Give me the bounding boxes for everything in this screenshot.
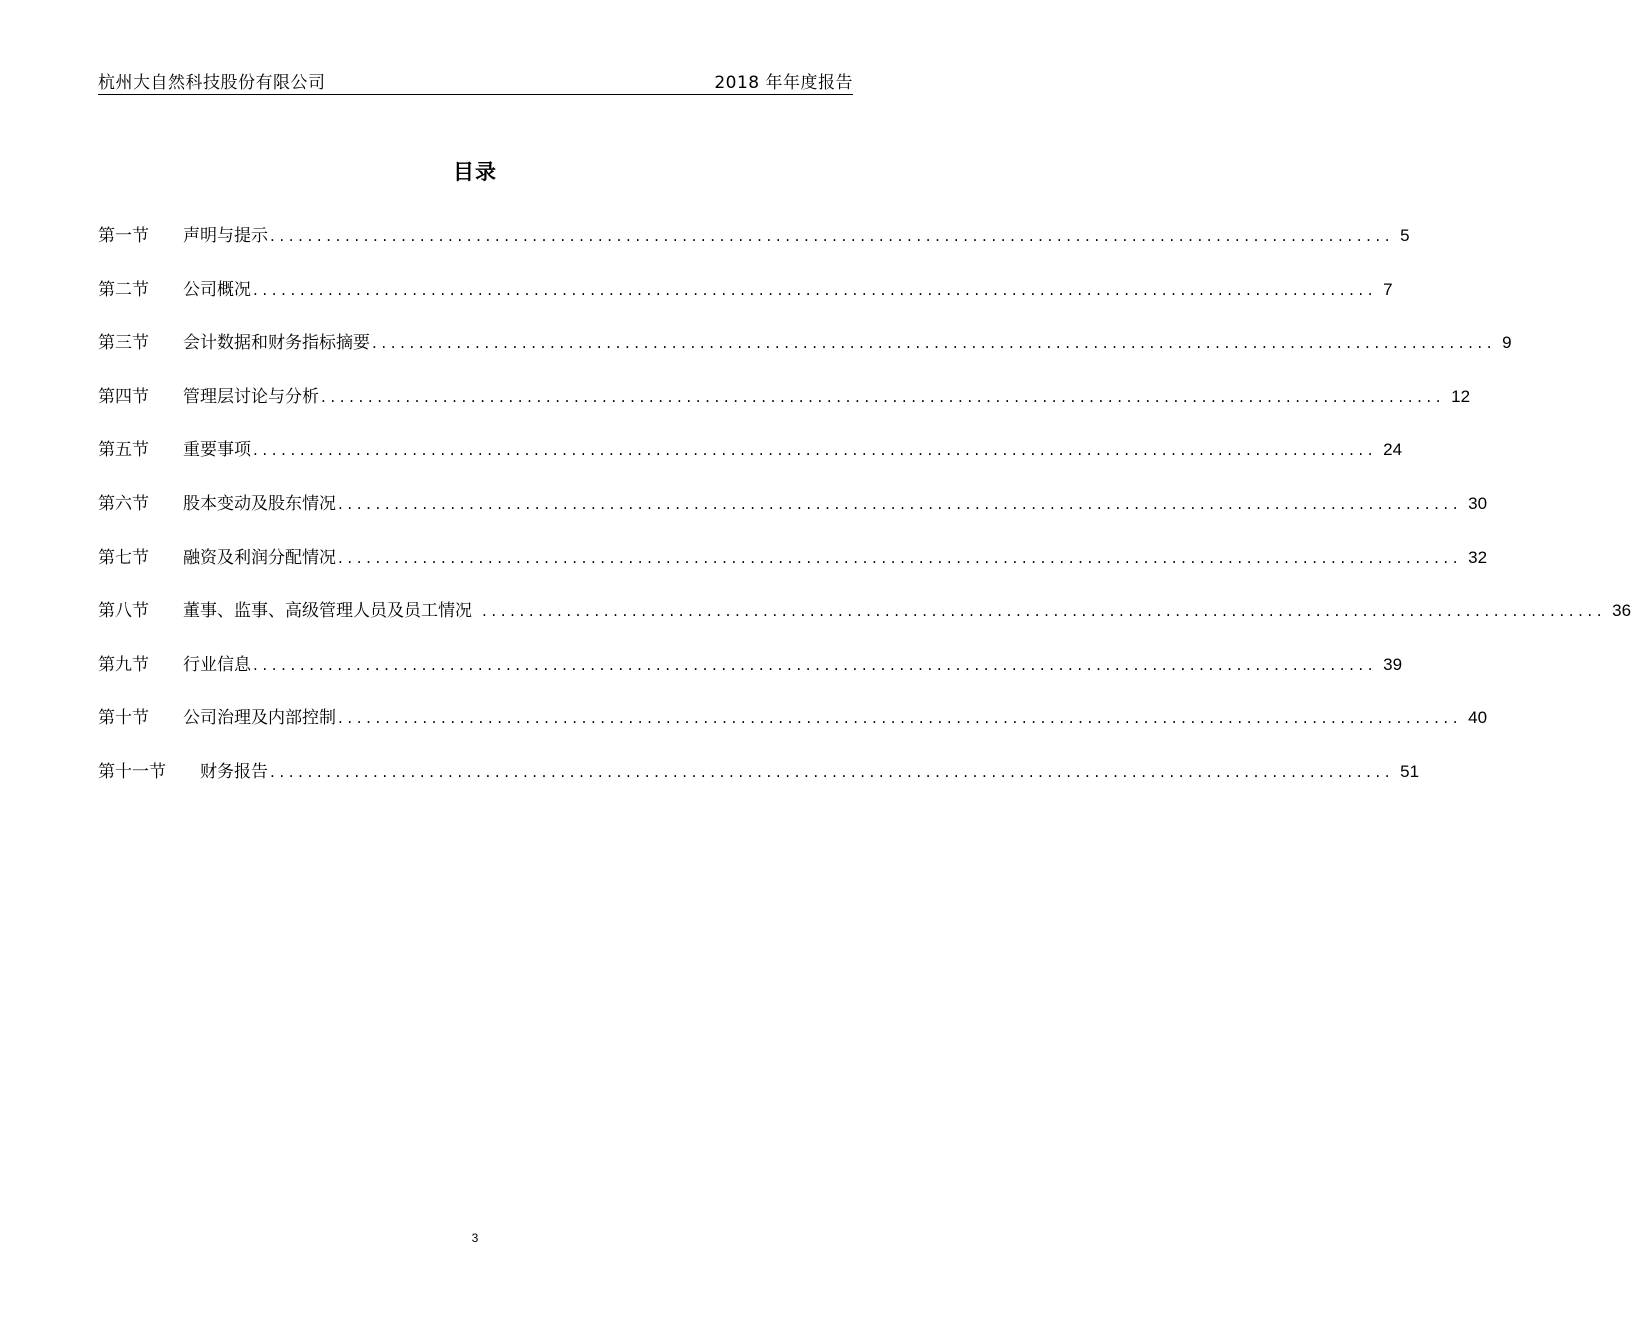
toc-leader-dots: ........................................................................................................................ <box>338 548 1463 567</box>
toc-page-number: 36 <box>1612 601 1631 621</box>
toc-entry[interactable] <box>98 383 1471 437</box>
toc-title: 目录 <box>453 160 497 184</box>
toc-entry[interactable] <box>98 436 1403 490</box>
toc-entry[interactable] <box>98 490 1488 544</box>
toc-section-label: 第七节 <box>98 547 149 568</box>
toc-leader-dots: ........................................................................................................................ <box>372 334 1497 353</box>
toc-page-number: 51 <box>1400 761 1420 781</box>
toc-section-label: 第十一节 <box>98 761 166 782</box>
header-company-name: 杭州大自然科技股份有限公司 <box>98 73 326 93</box>
toc-entry-title: 行业信息 <box>183 654 251 675</box>
toc-leader-dots: ........................................................................................................................ <box>253 441 1378 460</box>
toc-section-label: 第九节 <box>98 654 149 675</box>
toc-entry-title: 财务报告 <box>200 761 268 782</box>
toc-leader-dots: ........................................................................................................................ <box>270 227 1395 245</box>
toc-section-label: 第二节 <box>98 279 149 300</box>
toc-page-number: 24 <box>1383 440 1403 460</box>
toc-page-number: 32 <box>1468 547 1488 567</box>
toc-entry-title: 会计数据和财务指标摘要 <box>183 333 370 354</box>
toc-entry[interactable] <box>98 276 1393 330</box>
toc-entry-title: 融资及利润分配情况 <box>183 547 336 568</box>
toc-leader-dots: ........................................................................................................................ <box>253 280 1378 299</box>
toc-page-number: 30 <box>1468 493 1488 513</box>
toc-entry[interactable] <box>98 222 1410 276</box>
toc-entry[interactable] <box>98 704 1488 758</box>
toc-entry-title: 声明与提示 <box>183 226 268 246</box>
toc-page-number: 7 <box>1383 279 1393 299</box>
toc-entry[interactable] <box>98 597 1631 651</box>
toc-section-label: 第四节 <box>98 386 149 407</box>
toc-entry-title: 公司概况 <box>183 279 251 300</box>
toc-entry[interactable] <box>98 758 1420 812</box>
toc-entry-title: 管理层讨论与分析 <box>183 386 319 407</box>
toc-page-number: 40 <box>1468 708 1488 728</box>
toc-section-label: 第五节 <box>98 440 149 461</box>
toc-entry-title: 重要事项 <box>183 440 251 461</box>
toc-leader-dots: ........................................................................................................................ <box>482 602 1607 621</box>
toc-entry[interactable] <box>98 544 1488 598</box>
toc-section-label: 第一节 <box>98 226 149 246</box>
page-number: 3 <box>471 1231 479 1245</box>
toc-entry-title: 董事、监事、高级管理人员及员工情况 <box>183 601 472 622</box>
toc-leader-dots: ........................................................................................................................ <box>270 762 1395 781</box>
toc-page-number: 39 <box>1383 654 1403 674</box>
toc-leader-dots: ........................................................................................................................ <box>338 709 1463 728</box>
toc-page-number: 12 <box>1451 386 1471 406</box>
toc-leader-dots: ........................................................................................................................ <box>321 387 1446 406</box>
toc-page-number: 9 <box>1502 333 1512 353</box>
header-report-title: 2018 年年度报告 <box>714 73 853 93</box>
page-header <box>98 66 853 95</box>
toc-section-label: 第八节 <box>98 601 149 622</box>
toc-section-label: 第十节 <box>98 708 149 729</box>
toc-leader-dots: ........................................................................................................................ <box>253 655 1378 674</box>
toc-entry-title: 股本变动及股东情况 <box>183 493 336 514</box>
toc-entry[interactable] <box>98 651 1403 705</box>
toc-page-number: 5 <box>1400 226 1410 245</box>
toc-section-label: 第三节 <box>98 333 149 354</box>
toc-entry[interactable] <box>98 329 1512 383</box>
toc-section-label: 第六节 <box>98 493 149 514</box>
table-of-contents <box>98 222 1631 812</box>
toc-entry-title: 公司治理及内部控制 <box>183 708 336 729</box>
toc-leader-dots: ........................................................................................................................ <box>338 494 1463 513</box>
